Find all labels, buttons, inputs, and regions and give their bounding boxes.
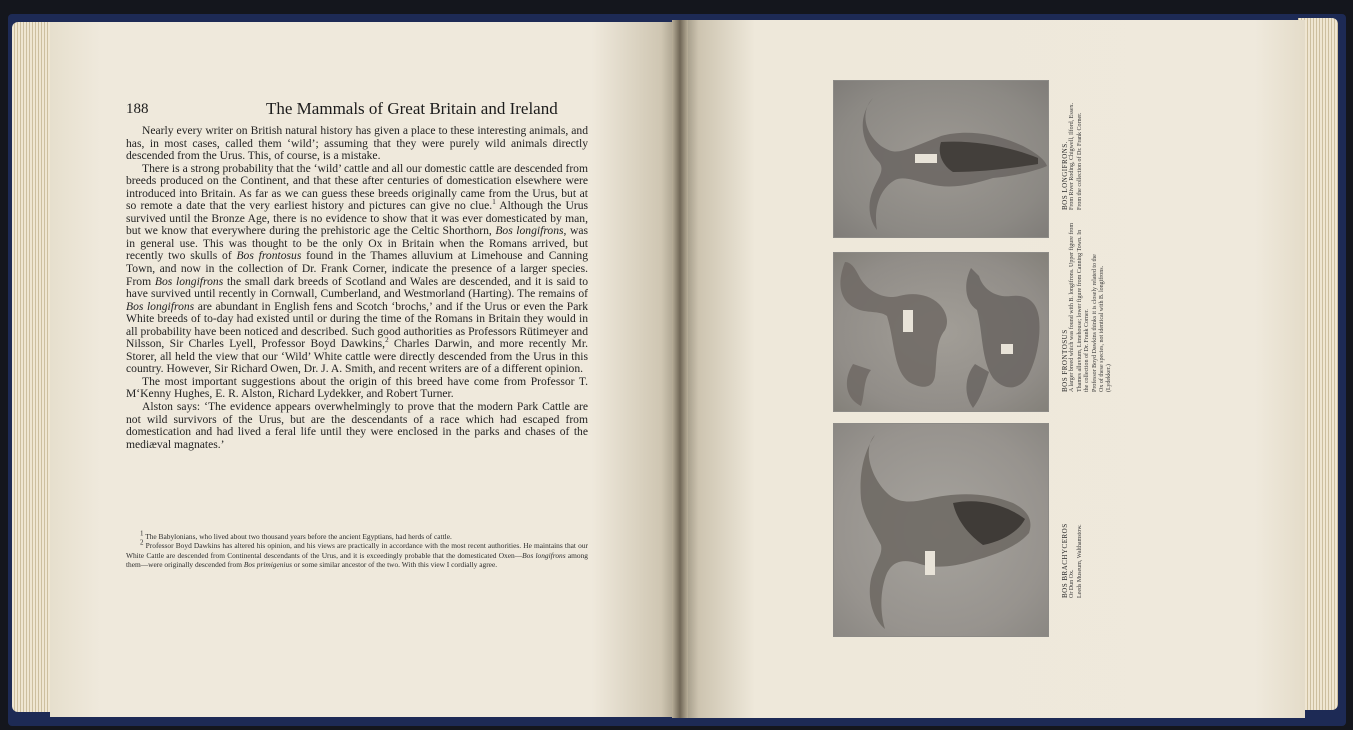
plate-title: BOS LONGIFRONS. bbox=[1061, 141, 1069, 210]
plate-title: BOS FRONTOSUS bbox=[1061, 329, 1069, 392]
plate-caption-3: BOS BRACHYCEROS Or Dun Ox. Leeds Museum, Walthamstow. bbox=[1061, 523, 1083, 598]
species-name: Bos longifrons bbox=[126, 299, 195, 313]
skull-photo-bos-longifrons bbox=[833, 80, 1049, 238]
species-name: Bos frontosus bbox=[236, 249, 302, 263]
book-gutter bbox=[672, 20, 688, 718]
skull-photo-bos-brachyceros bbox=[833, 423, 1049, 637]
paragraph-2: There is a strong probability that the ‘wild’ cattle and all our domestic cattle are descended from breeds produced on the Continent, and that these after centuries of domestication elsewhere were introduced into Britain. As far as we can guess these breeds originally came from the Urus, but at so remote a date that the very earliest history and pictures can give no clue.$^1$ Although the Urus survived until the Bronze Age, there is no evidence to show that it was ever domesticated by man, but we know that everywhere during the prehistoric age the Celtic Shorthorn, Bos longifrons, was in general use. This was thought to be the only Ox in Britain when the Romans arrived, but recently two skulls of Bos frontosus found in the Thames alluvium at Limehouse and Canning Town, and now in the collection of Dr. Frank Corner, indicate the presence of a larger species. From Bos longifrons the small dark breeds of Scotland and Wales are descended, and it is said to have survived until recently in Cornwall, Cumberland, and Westmorland (Harting). The remains of Bos longifrons are abundant in English fens and Scotch ‘brochs,’ and if the Urus or even the Park White breeds of to-day had existed until or during the time of the Romans in Britain they would in all probability have been noticed and described. Such good authorities as Professors Rütimeyer and Nilsson, Sir Charles Lyell, Professor Boyd Dawkins,$^2$ Charles Darwin, and more recently Mr. Storer, all held the view that our ‘Wild’ White cattle were directly descended from the Urus in this country. However, Sir Richard Owen, Dr. J. A. Smith, and recent writers are of a different opinion. bbox=[126, 161, 589, 376]
page-header bbox=[126, 101, 586, 123]
footnote-ref-1: 1 bbox=[492, 198, 496, 207]
paragraph-4: Alston says: ‘The evidence appears overwhelmingly to prove that the modern Park Cattle are not wild survivors of the Urus, but are the descendants of a race which had escaped from domestication and had lived a feral life until they were enclosed in the parks and chases of the mediæval magnates.’ bbox=[126, 400, 588, 451]
paragraph-3: The most important suggestions about the origin of this breed have come from Professor T. M‘Kenny Hughes, E. R. Alston, Richard Lydekker, and Robert Turner. bbox=[126, 374, 588, 401]
page-number: 188 bbox=[126, 101, 149, 117]
paragraph-1: Nearly every writer on British natural history has given a place to these interesting animals, and has, in most cases, called them ‘wild’; assuming that they were purely wild animals directly descended from the Urus. This, of course, is a mistake. bbox=[126, 124, 588, 163]
plate-caption-1: BOS LONGIFRONS. From River Roding, Chigwell, Ilford, Essex. From the collection of Dr. Frank Corner. bbox=[1061, 102, 1083, 210]
skull-photo-bos-frontosus bbox=[833, 252, 1049, 412]
species-name: Bos longifrons bbox=[154, 274, 224, 288]
plate-caption-2: BOS FRONTOSUS A larger breed which was found with B. longifrons. Upper figure from Thames alluvium, Limehouse; lower figure from Canning Town. In the collection of Dr. Frank Corner. Professor Boyd Dawkins thinks it is closely related to the Ox of these species, not identical with B. longifrons. (Lydekker.) bbox=[1061, 222, 1113, 392]
species-name: Bos longifrons bbox=[495, 224, 564, 238]
footnote-ref-2: 2 bbox=[385, 336, 389, 345]
footnotes bbox=[126, 529, 588, 570]
plate-title: BOS BRACHYCEROS bbox=[1061, 523, 1069, 598]
footnote-2: $^2$ Professor Boyd Dawkins has altered his opinion, and his views are practically in accordance with the most recent authorities. He maintains that our White Cattle are descended from Continental descendants of the Urus, and it is exceedingly probable that the domesticated Oxen—Bos longifrons among them—were originally descended from Bos primigenius or some similar ancestor of the two. With this view I cordially agree. bbox=[126, 538, 588, 570]
running-title: The Mammals of Great Britain and Ireland bbox=[266, 99, 558, 118]
footnote-1: $^1$ The Babylonians, who lived about two thousand years before the ancient Egyptians, had herds of cattle. bbox=[140, 529, 452, 541]
body-text bbox=[126, 125, 588, 451]
